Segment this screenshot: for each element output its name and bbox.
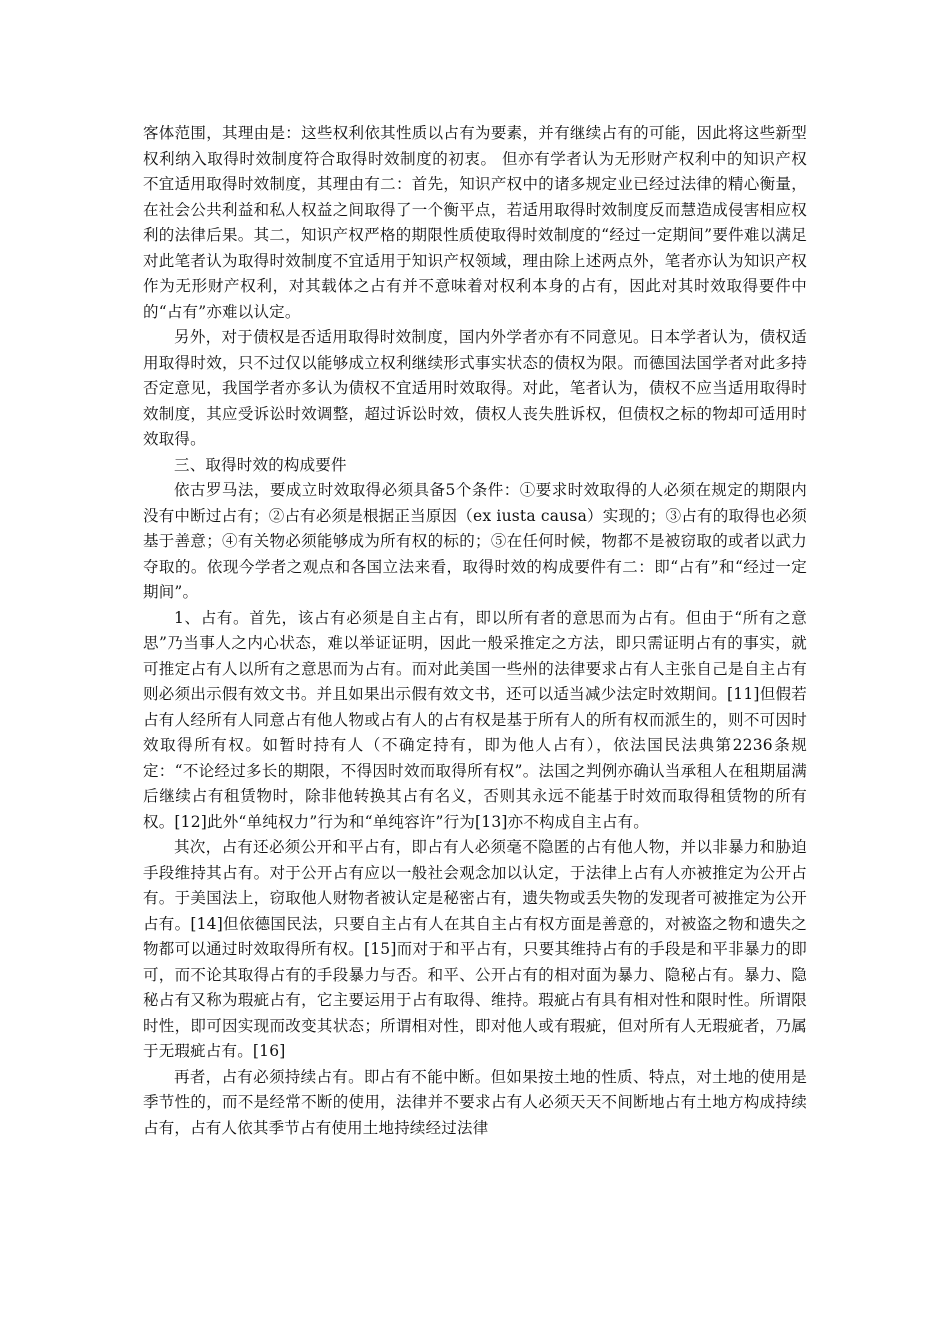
paragraph-continuous: 再者，占有必须持续占有。即占有不能中断。但如果按土地的性质、特点，对土地的使用是季节性的，而不是经常不断的使用，法律并不要求占有人必须天天不间断地占有土地方构成持续占有，占有人依其季节占有使用土地持续经过法律 <box>143 1067 807 1137</box>
paragraph-public-peaceful: 其次，占有还必须公开和平占有，即占有人必须毫不隐匿的占有他人物，并以非暴力和胁迫手段维持其占有。对于公开占有应以一般社会观念加以认定，于法律上占有人亦被推定为公开占有。于美国法上，窃取他人财物者被认定是秘密占有，遗失物或丢失物的发现者可被推定为公开占有。[14]但依德国民法，只要自主占有人在其自主占有权方面是善意的，对被盗之物和遗失之物都可以通过时效取得所有权。[15]而对于和平占有，只要其维持占有的手段是和平非暴力的即可，而不论其取得占有的手段暴力与否。和平、公开占有的相对面为暴力、隐秘占有。暴力、隐秘占有又称为瑕疵占有，它主要运用于占有取得、维持。瑕疵占有具有相对性和限时性。所谓限时性，即可因实现而改变其状态；所谓相对性，即对他人或有瑕疵，但对所有人无瑕疵者，乃属于无瑕疵占有。[16] <box>143 838 807 1060</box>
paragraph-continuation: 客体范围，其理由是：这些权利依其性质以占有为要素，并有继续占有的可能，因此将这些新型权利纳入取得时效制度符合取得时效制度的初衷。 但亦有学者认为无形财产权利中的知识产权不宜适用取得时效制度，其理由有二：首先，知识产权中的诸多规定业已经过法律的精心衡量，在社会公共利益和私人权益之间取得了一个衡平点，若适用取得时效制度反而慧造成侵害相应权利的法律后果。其二，知识产权严格的期限性质使取得时效制度的“经过一定期间”要件难以满足对此笔者认为取得时效制度不宜适用于知识产权领域，理由除上述两点外，笔者亦认为知识产权作为无形财产权利，对其载体之占有并不意味着对权利本身的占有，因此对其时效取得要件中的“占有”亦难以认定。 <box>143 124 807 321</box>
section-heading: 三、取得时效的构成要件 <box>174 455 347 474</box>
paragraph-debt-rights: 另外，对于债权是否适用取得时效制度，国内外学者亦有不同意见。日本学者认为，债权适用取得时效，只不过仅以能够成立权利继续形式事实状态的债权为限。而德国法国学者对此多持否定意见，我国学者亦多认为债权不宜适用时效取得。对此，笔者认为，债权不应当适用取得时效制度，其应受诉讼时效调整，超过诉讼时效，债权人丧失胜诉权，但债权之标的物却可适用时效取得。 <box>143 328 807 448</box>
paragraph-possession: 1、占有。首先，该占有必须是自主占有，即以所有者的意思而为占有。但由于“所有之意思”乃当事人之内心状态，难以举证证明，因此一般采推定之方法，即只需证明占有的事实，就可推定占有人以所有之意思而为占有。而对此美国一些州的法律要求占有人主张自己是自主占有则必须出示假有效文书。并且如果出示假有效文书，还可以适当减少法定时效期间。[11]但假若占有人经所有人同意占有他人物或占有人的占有权是基于所有人的所有权而派生的，则不可因时效取得所有权。如暂时持有人（不确定持有，即为他人占有），依法国民法典第2236条规定：“不论经过多长的期限，不得因时效而取得所有权”。法国之判例亦确认当承租人在租期届满后继续占有租赁物时，除非他转换其占有名义，否则其永远不能基于时效而取得租赁物的所有权。[12]此外“单纯权力”行为和“单纯容许”行为[13]亦不构成自主占有。 <box>143 608 807 831</box>
document-page <box>143 121 807 1141</box>
paragraph-roman-law: 依古罗马法，要成立时效取得必须具备5个条件：①要求时效取得的人必须在规定的期限内没有中断过占有；②占有必须是根据正当原因（ex iusta causa）实现的；③占有的取得也必须基于善意；④有关物必须能够成为所有权的标的；⑤在任何时候，物都不是被窃取的或者以武力夺取的。依现今学者之观点和各国立法来看，取得时效的构成要件有二：即“占有”和“经过一定期间”。 <box>143 481 807 601</box>
